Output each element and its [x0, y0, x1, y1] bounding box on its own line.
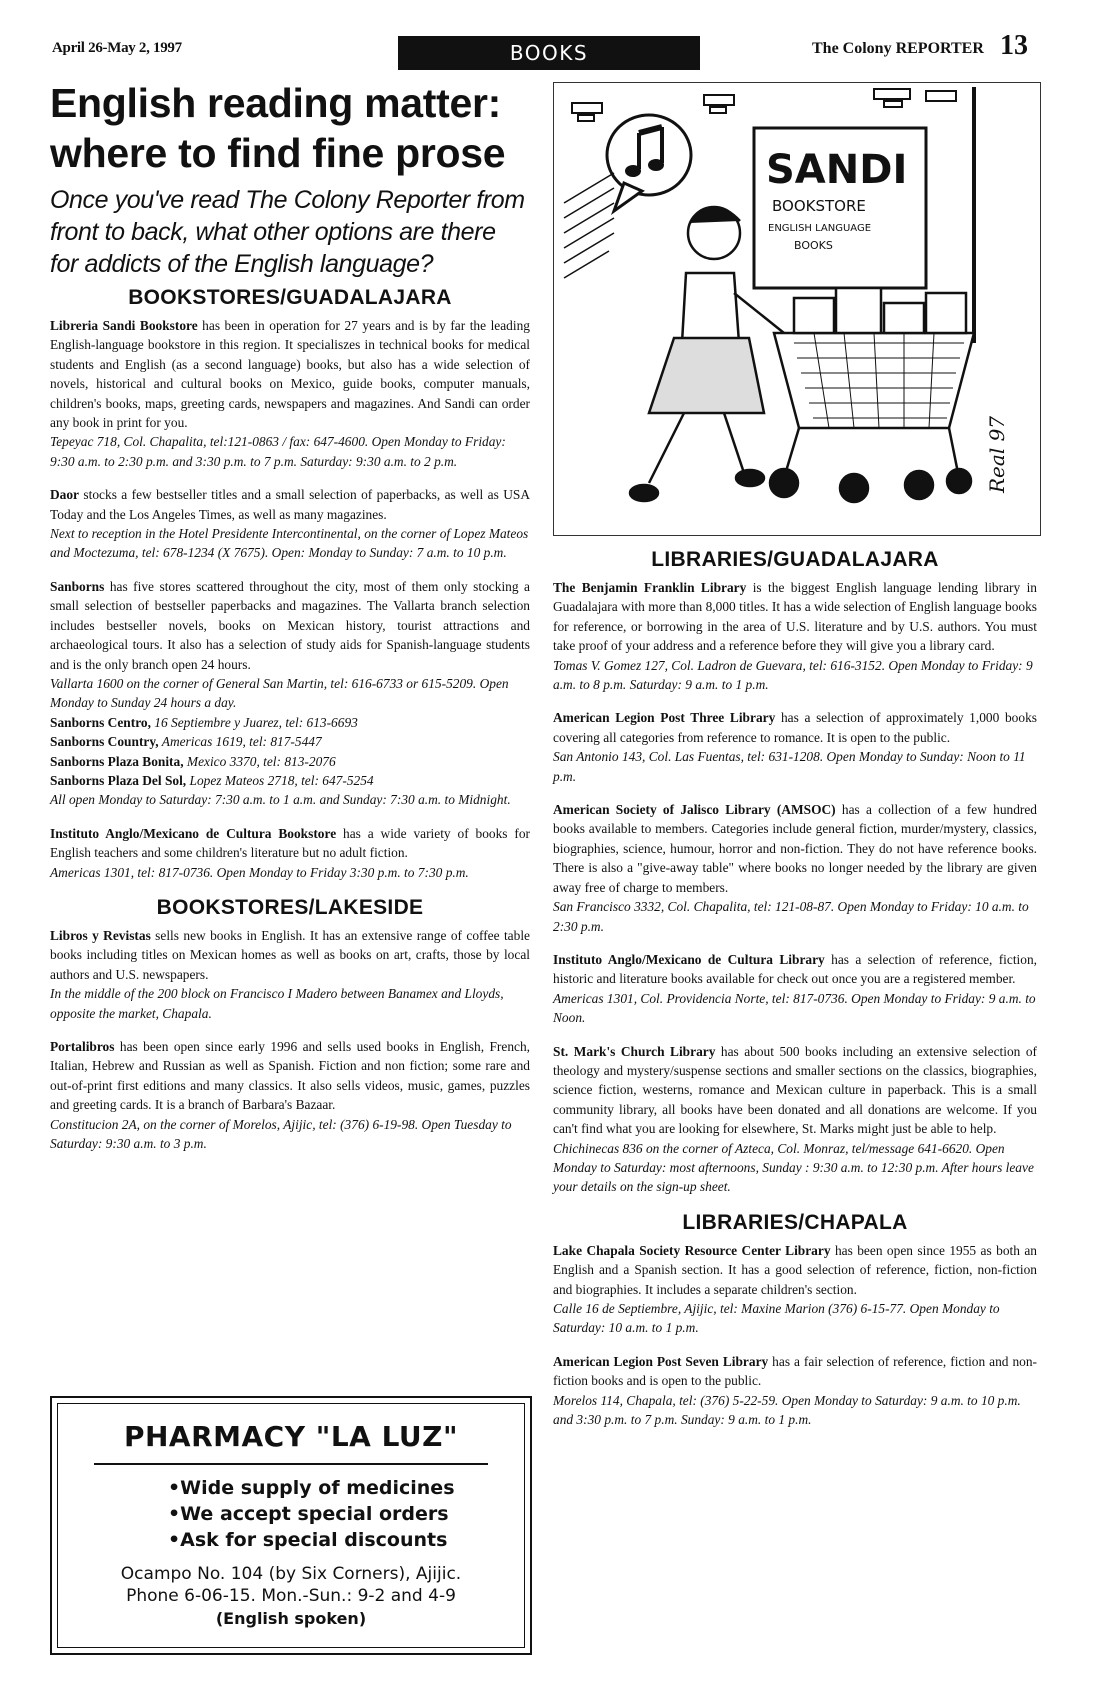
branch-address: Americas 1619, tel: 817-5447 — [158, 734, 322, 750]
listing-description — [553, 708, 1037, 747]
ad-bullet: • We accept special orders — [168, 1501, 524, 1527]
ad-title: PHARMACY "LA LUZ" — [123, 1420, 459, 1453]
shopping-cart-icon — [770, 288, 974, 502]
listing-entry — [50, 824, 530, 882]
ceiling-lamp-icon — [572, 89, 956, 121]
listing-address: In the middle of the 200 block on Francisco I Madero between Banamex and Lloyds, opposite the market, Chapala. — [50, 986, 504, 1021]
listing-name: Instituto Anglo/Mexicano de Cultura Bookstore — [50, 825, 337, 841]
cartoon-illustration — [553, 82, 1041, 536]
branch-name: Sanborns Plaza Del Sol, — [50, 772, 187, 788]
branch-name: Sanborns Centro, — [50, 714, 151, 730]
listing-name: Sanborns — [50, 578, 105, 594]
listing-description — [50, 485, 530, 524]
section-heading: BOOKSTORES/GUADALAJARA — [128, 286, 452, 309]
ad-language-note: (English spoken) — [215, 1609, 367, 1628]
headline-line: English reading matter: — [50, 80, 502, 126]
listing-description — [553, 1352, 1037, 1391]
listing-address: Calle 16 de Septiembre, Ajijic, tel: Maxine Marion (376) 6-15-77. Open Monday to Saturday: 10 a.m. to 1 p.m. — [553, 1301, 1000, 1336]
deck: Once you've read The Colony Reporter from front to back, what other options are there for addicts of the English language? — [50, 186, 525, 278]
listing-address: Chichinecas 836 on the corner of Azteca, Col. Monraz, tel/message 641-6620. Open Monday to Saturday: most afternoons, Sunday : 9:30 a.m. to 12:30 p.m. After hours leave your details on the sign-up sheet. — [553, 1140, 1034, 1195]
listing-address: Americas 1301, tel: 817-0736. Open Monday to Friday 3:30 p.m. to 7:30 p.m. — [50, 864, 469, 880]
branch-address: 16 Septiembre y Juarez, tel: 613-6693 — [150, 714, 358, 730]
page-number: 13 — [1000, 30, 1028, 61]
listing-description — [50, 824, 530, 863]
ad-inner-border — [57, 1403, 525, 1648]
background-hatching — [564, 173, 614, 278]
branch-name: Sanborns Country, — [50, 734, 159, 750]
listing-entry — [50, 1037, 530, 1153]
listing-entry — [553, 800, 1037, 936]
listing-name: American Legion Post Three Library — [553, 710, 776, 726]
listing-description — [50, 926, 530, 984]
cartoon-svg — [554, 83, 1040, 535]
listing-name: Libros y Revistas — [50, 927, 151, 943]
listing-name: St. Mark's Church Library — [553, 1043, 716, 1059]
newspaper-name: The Colony REPORTER — [812, 40, 984, 57]
listing-description — [50, 316, 530, 432]
listing-name: Libreria Sandi Bookstore — [50, 318, 198, 333]
sign-line: ENGLISH LANGUAGE — [768, 223, 872, 234]
ad-bullet: • Ask for special discounts — [168, 1527, 524, 1553]
artist-signature: Real 97 — [985, 415, 1009, 493]
listing-name: Instituto Anglo/Mexicano de Cultura Library — [553, 951, 825, 967]
listing-entry — [553, 1352, 1037, 1430]
headline — [50, 78, 530, 178]
listing-description — [50, 1037, 530, 1115]
branch-item — [50, 771, 530, 790]
listing-name: Portalibros — [50, 1039, 115, 1054]
listing-address: San Francisco 3332, Col. Chapalita, tel: 121-08-87. Open Monday to Friday: 10 a.m. to 2:30 p.m. — [553, 899, 1029, 934]
left-sections — [50, 286, 530, 1153]
listing-text: is the biggest English language lending library in Guadalajara with more than 8,000 titles. It has a wide selection of English language books for reference, or borrowing in the area of U.S. literature and by U.S. authors. You must take proof of your address and a reference before they will give you a library card. — [553, 580, 1037, 654]
listing-entry — [553, 708, 1037, 786]
sign-line: BOOKSTORE — [772, 197, 866, 215]
listing-address: Vallarta 1600 on the corner of General San Martin, tel: 616-6733 or 615-5209. Open Monday to Sunday 24 hours a day. — [50, 675, 509, 711]
listing-text: has five stores scattered throughout the city, most of them only stocking a small selection of bestseller paperbacks and magazines. The Vallarta branch selection includes bestseller novels, books on Mexican history, tourist attractions and archaeological tours. It also has a selection of study aids for Spanish-language students and is the only branch open 24 hours. — [50, 578, 530, 672]
sign-title: SANDI — [766, 147, 908, 193]
listing-text: has a fair selection of reference, fiction and non-fiction books and is open to the public. — [553, 1353, 1037, 1389]
listing-name: The Benjamin Franklin Library — [553, 580, 747, 595]
branch-list — [50, 713, 530, 791]
listing-entry — [50, 316, 530, 471]
listing-text: has a selection of approximately 1,000 books covering all categories from reference to romance. It is open to the public. — [553, 710, 1037, 745]
left-column — [50, 78, 530, 1167]
right-column — [553, 548, 1037, 1443]
listing-address: Constitucion 2A, on the corner of Morelos, Ajijic, tel: (376) 6-19-98. Open Tuesday to Saturday: 9:30 a.m. to 3 p.m. — [50, 1116, 512, 1152]
listing-entry — [553, 1042, 1037, 1197]
listing-description — [553, 1241, 1037, 1299]
branch-item — [50, 752, 530, 771]
listing-entry — [50, 926, 530, 1023]
branch-item — [50, 732, 530, 751]
listing-text: has been in operation for 27 years and is by far the leading English-language bookstore in this region. It specialiszes in technical books for medical students and English (as a second language) books, but also has a wide selection of novels, historical and cultural books on Mexico, guide books, computer manuals, children's books, maps, greeting cards, newspapers and magazines. And Sandi can order any book in print for you. — [50, 318, 530, 431]
listing-description — [553, 950, 1037, 989]
section-heading: LIBRARIES/CHAPALA — [682, 1210, 908, 1234]
section-heading: LIBRARIES/GUADALAJARA — [651, 548, 939, 571]
ad-bullet-list — [168, 1475, 524, 1553]
listing-description — [553, 800, 1037, 897]
listing-address: Tomas V. Gomez 127, Col. Ladron de Guevara, tel: 616-3152. Open Monday to Friday: 9 a.m. to 8 p.m. Saturday: 9 a.m. to 1 p.m. — [553, 657, 1033, 693]
listing-entry — [553, 950, 1037, 1028]
listing-name: Lake Chapala Society Resource Center Library — [553, 1242, 831, 1258]
listing-text: has been open since 1955 as both an English and a Spanish section. It has a good selection of reference, fiction, non-fiction and biographies. It includes a separate children's section. — [553, 1242, 1037, 1297]
section-banner: BOOKS — [398, 36, 700, 70]
listing-hours: All open Monday to Saturday: 7:30 a.m. to 1 a.m. and Sunday: 7:30 a.m. to Midnight. — [50, 792, 511, 808]
listing-entry — [553, 578, 1037, 694]
listing-entry — [50, 577, 530, 810]
listing-text: has a selection of reference, fiction, historic and literature books available for check out once you are a registered member. — [553, 951, 1038, 987]
branch-name: Sanborns Plaza Bonita, — [50, 753, 184, 769]
branch-address: Mexico 3370, tel: 813-2076 — [183, 753, 336, 769]
section-heading: BOOKSTORES/LAKESIDE — [156, 895, 424, 919]
listing-text: has about 500 books including an extensive selection of theology and mystery/suspense sections and smaller sections on the classics, biographies, science fiction, westerns, romance and Mexican culture in paperback. This is a small community library, all books have been donated and all donations are welcome. If you can't find what you are looking for elsewhere, St. Marks might just be able to help. — [553, 1043, 1037, 1137]
listing-name: American Legion Post Seven Library — [553, 1353, 769, 1369]
headline-line: where to find fine prose — [50, 130, 506, 176]
listing-address: Next to reception in the Hotel Presidente Intercontinental, on the corner of Lopez Mateos and Moctezuma, tel: 678-1234 (X 7675). Open: Monday to Sunday: 7 a.m. to 10 p.m. — [50, 526, 529, 561]
listing-address: Morelos 114, Chapala, tel: (376) 5-22-59. Open Monday to Saturday: 9 a.m. to 10 p.m. and 3:30 p.m. to 7 p.m. Sunday: 9 a.m. to 1 p.m. — [553, 1392, 1021, 1428]
listing-text: has a collection of a few hundred books available to members. Categories include general fiction, murder/mystery, classics, biographies, science, humour, horror and non-fiction. They do not have reference books. There is also a "give-away table" where books no longer needed by the library are given away free of charge to members. — [553, 802, 1038, 895]
ad-bullet: • Wide supply of medicines — [168, 1475, 524, 1501]
listing-text: has a wide variety of books for English teachers and some children's literature but no adult fiction. — [50, 825, 530, 861]
branch-item — [50, 713, 530, 732]
issue-date: April 26-May 2, 1997 — [52, 40, 182, 56]
listing-text: stocks a few bestseller titles and a small selection of paperbacks, as well as USA Today and the Los Angeles Times, as well as many magazines. — [50, 487, 530, 522]
ad-address-line: Ocampo No. 104 (by Six Corners), Ajijic. — [120, 1564, 462, 1584]
listing-text: sells new books in English. It has an extensive range of coffee table books including titles on Mexican homes as well as books on art, crafts, those by local authors and U.S. newspapers. — [50, 927, 530, 982]
thought-bubble — [607, 115, 691, 195]
listing-name: American Society of Jalisco Library (AMSOC) — [553, 802, 836, 818]
listing-entry — [50, 485, 530, 563]
listing-entry — [553, 1241, 1037, 1338]
listing-description — [50, 577, 530, 674]
branch-address: Lopez Mateos 2718, tel: 647-5254 — [186, 772, 374, 788]
pharmacy-advertisement — [50, 1396, 532, 1655]
sign-line: BOOKS — [794, 239, 833, 252]
listing-address: Tepeyac 718, Col. Chapalita, tel:121-0863 / fax: 647-4600. Open Monday to Friday: 9:30 a.m. to 2:30 p.m. and 3:30 p.m. to 7 p.m. Saturday: 9:30 a.m. to 2 p.m. — [50, 434, 506, 469]
ad-divider — [94, 1463, 488, 1465]
right-sections — [553, 548, 1037, 1429]
listing-address: Americas 1301, Col. Providencia Norte, tel: 817-0736. Open Monday to Friday: 9 a.m. to Noon. — [553, 990, 1036, 1026]
listing-name: Daor — [50, 487, 80, 503]
listing-description — [553, 578, 1037, 656]
ad-hours-line: Phone 6-06-15. Mon.-Sun.: 9-2 and 4-9 — [126, 1586, 456, 1606]
ad-address — [58, 1563, 524, 1607]
listing-text: has been open since early 1996 and sells used books in English, French, Italian, Hebrew and Russian as well as Spanish. Fiction and non fiction; some rare and out-of-print first editions and many classics. It also sells videos, music, games, puzzles and greeting cards. It is a branch of Barbara's Bazaar. — [50, 1039, 530, 1113]
listing-description — [553, 1042, 1037, 1139]
listing-address: San Antonio 143, Col. Las Fuentas, tel: 631-1208. Open Monday to Sunday: Noon to 11 p.m. — [553, 749, 1026, 784]
